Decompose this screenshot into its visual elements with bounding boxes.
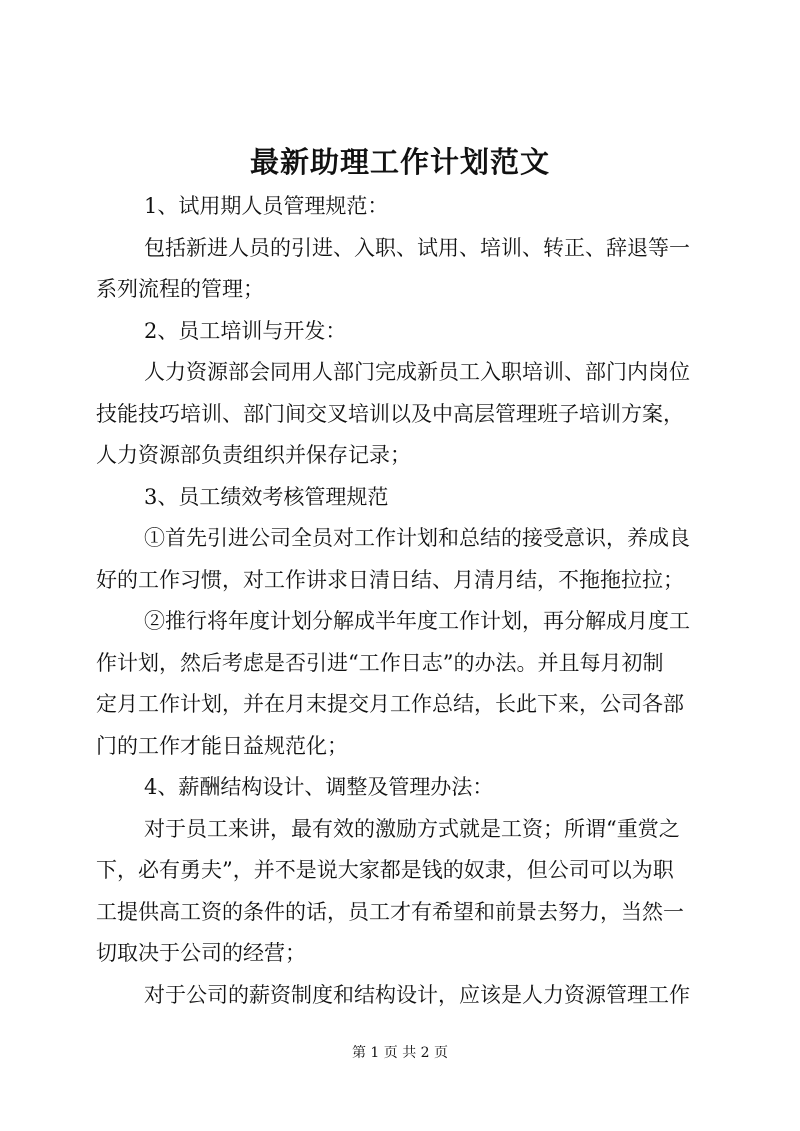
paragraph-line: 包括新进人员的引进、入职、试用、培训、转正、辞退等一 <box>144 235 690 260</box>
section-heading-3: 3、员工绩效考核管理规范 <box>144 484 389 509</box>
paragraph-line: 定月工作计划，并在月末提交月工作总结，长此下来，公司各部 <box>96 692 684 716</box>
paragraph-line: 作计划，然后考虑是否引进“工作日志”的办法。并且每月初制 <box>96 650 664 675</box>
paragraph-line: 人力资源部会同用人部门完成新员工入职培训、部门内岗位 <box>144 360 690 384</box>
document-body <box>96 186 704 1016</box>
paragraph-line: ②推行将年度计划分解成半年度工作计划，再分解成月度工 <box>144 609 690 633</box>
section-heading-2: 2、员工培训与开发： <box>144 318 347 343</box>
section-heading-4: 4、薪酬结构设计、调整及管理办法： <box>144 775 494 799</box>
paragraph-line: ①首先引进公司全员对工作计划和总结的接受意识，养成良 <box>144 526 690 550</box>
document-title: 最新助理工作计划范文 <box>249 145 550 179</box>
paragraph-line: 工提供高工资的条件的话，员工才有希望和前景去努力，当然一 <box>96 899 684 924</box>
paragraph-line: 好的工作习惯，对工作讲求日清日结、月清月结，不拖拖拉拉； <box>96 567 684 592</box>
paragraph-line: 对于员工来讲，最有效的激励方式就是工资；所谓“重赏之 <box>144 816 680 841</box>
paragraph-line: 切取决于公司的经营； <box>96 941 306 965</box>
paragraph-line: 系列流程的管理； <box>96 277 264 301</box>
paragraph-line: 门的工作才能日益规范化； <box>96 733 348 758</box>
paragraph-line: 技能技巧培训、部门间交叉培训以及中高层管理班子培训方案， <box>96 401 684 426</box>
paragraph-line: 人力资源部负责组织并保存记录； <box>96 443 411 467</box>
paragraph-line: 对于公司的薪资制度和结构设计，应该是人力资源管理工作 <box>144 982 690 1007</box>
paragraph-line: 下，必有勇夫”，并不是说大家都是钱的奴隶，但公司可以为职 <box>96 858 674 882</box>
section-heading-1: 1、试用期人员管理规范： <box>144 194 389 218</box>
page-footer: 第 1 页 共 2 页 <box>351 1045 449 1061</box>
